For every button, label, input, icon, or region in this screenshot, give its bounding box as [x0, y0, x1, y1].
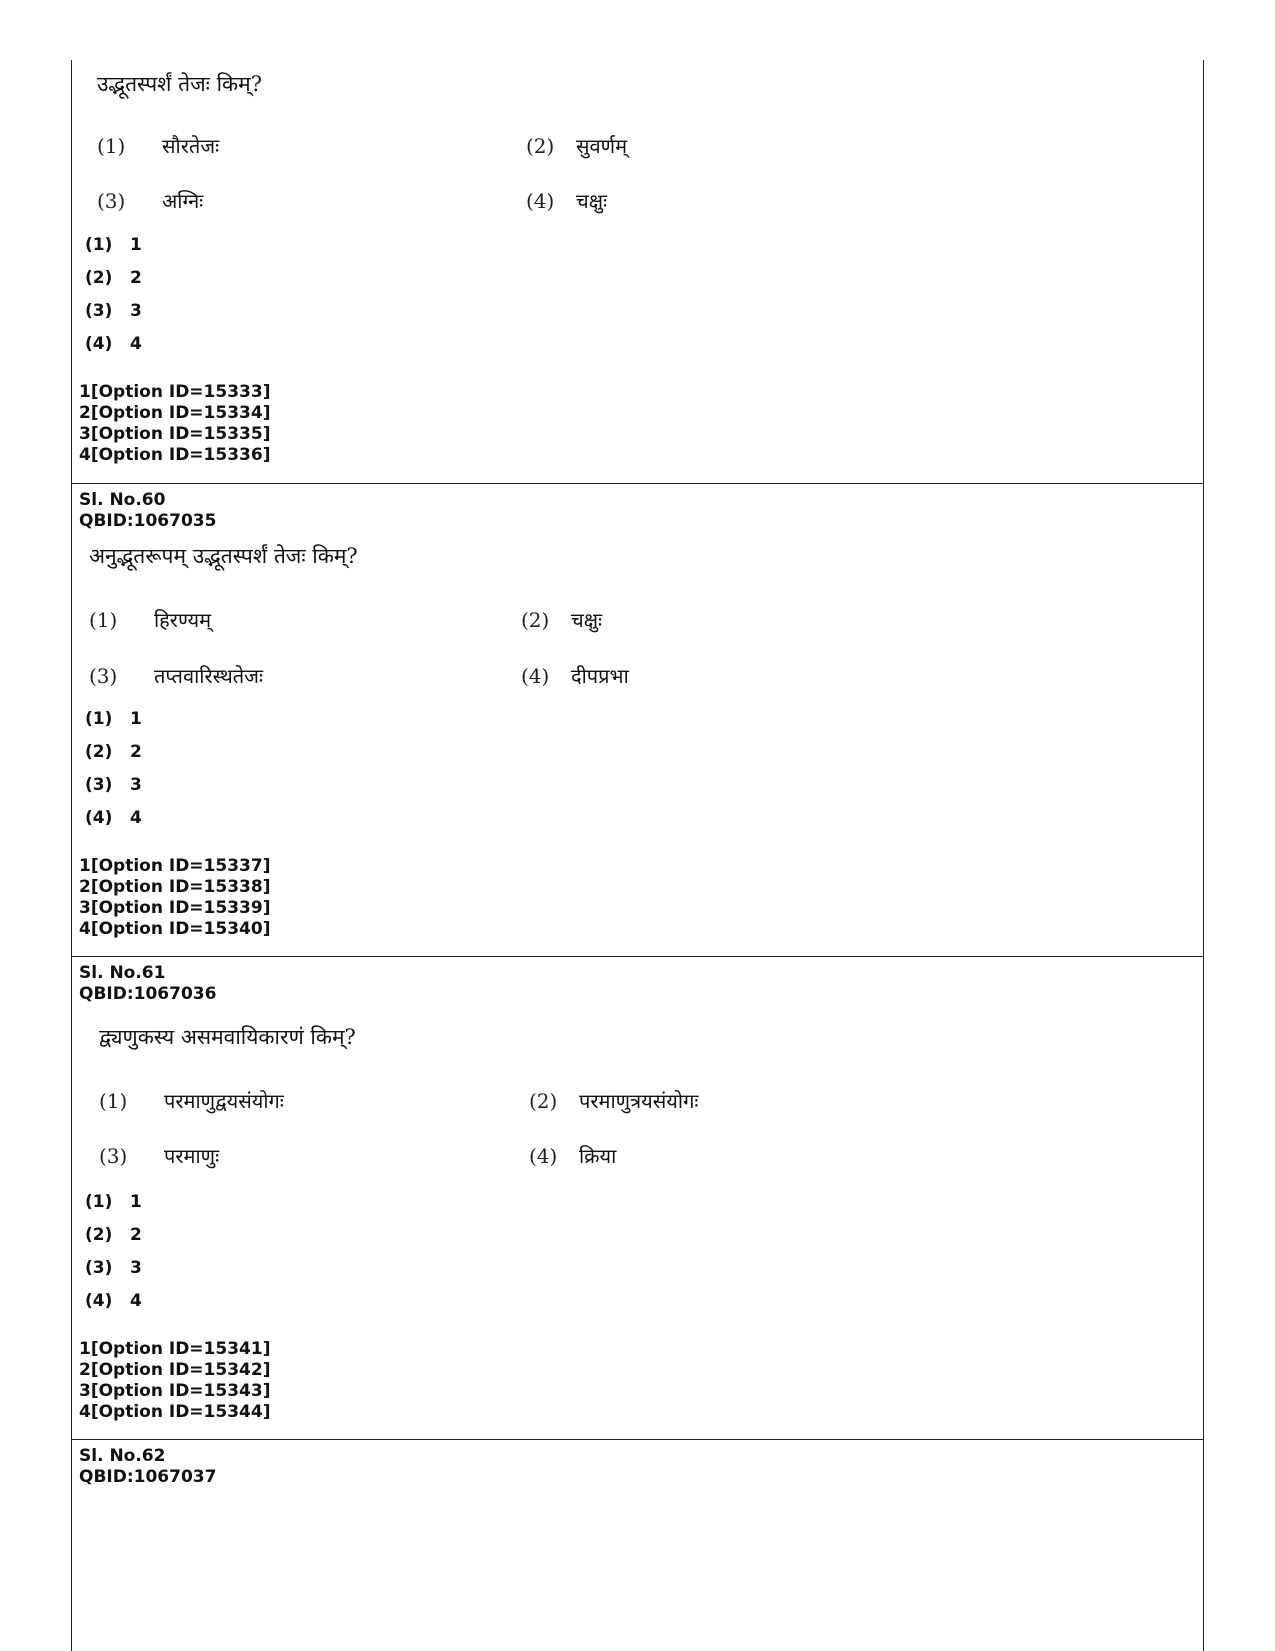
answer-choice-3[interactable] [85, 1258, 142, 1278]
answer-label: (3) [85, 301, 113, 321]
answer-value: 3 [130, 775, 142, 795]
option-text: दीपप्रभा [571, 664, 629, 688]
answer-label: (2) [85, 1225, 113, 1245]
question-text: द्व्यणुकस्य असमवायिकारणं किम्? [99, 1025, 356, 1049]
option-3 [97, 187, 203, 214]
option-number: (4) [526, 189, 555, 213]
answer-choice-3[interactable] [85, 775, 142, 795]
answer-label: (3) [85, 1258, 113, 1278]
option-1 [89, 606, 211, 633]
option-text: परमाणुद्वयसंयोगः [164, 1089, 284, 1113]
option-number: (1) [99, 1089, 128, 1113]
answer-choice-1[interactable] [85, 235, 142, 255]
option-text: अग्निः [162, 189, 204, 213]
option-text: सुवर्णम् [576, 134, 628, 158]
question-text: अनुद्भूतरूपम् उद्भूतस्पर्शं तेजः किम्? [89, 544, 358, 568]
answer-value: 1 [130, 1192, 142, 1212]
option-number: (3) [99, 1144, 128, 1168]
answer-label: (4) [85, 1291, 113, 1311]
question-block-60 [71, 484, 1204, 956]
option-2 [529, 1087, 698, 1114]
answer-choice-2[interactable] [85, 268, 142, 288]
question-block-62 [71, 1440, 1204, 1640]
answer-choice-4[interactable] [85, 1291, 142, 1311]
option-id: 3[Option ID=15343] [79, 1381, 271, 1401]
option-id: 4[Option ID=15336] [79, 445, 271, 465]
option-text: चक्षुः [576, 189, 608, 213]
option-id-list [79, 856, 270, 940]
option-1 [97, 132, 219, 159]
answer-value: 4 [130, 808, 142, 828]
option-3 [99, 1142, 219, 1169]
answer-choice-3[interactable] [85, 301, 142, 321]
answer-value: 3 [130, 301, 142, 321]
answer-choice-4[interactable] [85, 808, 142, 828]
answer-value: 3 [130, 1258, 142, 1278]
answer-choice-4[interactable] [85, 334, 142, 354]
option-text: सौरतेजः [162, 134, 220, 158]
option-text: परमाणुत्रयसंयोगः [579, 1089, 699, 1113]
serial-number: Sl. No.61 [79, 963, 166, 983]
option-2 [521, 606, 602, 633]
option-number: (4) [521, 664, 550, 688]
answer-label: (4) [85, 334, 113, 354]
answer-value: 1 [130, 709, 142, 729]
option-number: (2) [526, 134, 555, 158]
serial-number: Sl. No.60 [79, 490, 166, 510]
answer-label: (1) [85, 1192, 113, 1212]
option-text: क्रिया [579, 1144, 617, 1168]
option-id: 1[Option ID=15341] [79, 1339, 271, 1359]
answer-value: 4 [130, 1291, 142, 1311]
qbid: QBID:1067037 [79, 1467, 217, 1487]
option-text: तप्तवारिस्थतेजः [154, 664, 264, 688]
option-number: (2) [521, 608, 550, 632]
option-number: (4) [529, 1144, 558, 1168]
option-id: 1[Option ID=15333] [79, 382, 271, 402]
qbid: QBID:1067036 [79, 984, 217, 1004]
option-id: 2[Option ID=15342] [79, 1360, 271, 1380]
answer-choice-2[interactable] [85, 1225, 142, 1245]
option-text: हिरण्यम् [154, 608, 212, 632]
option-number: (3) [97, 189, 126, 213]
option-4 [521, 662, 629, 689]
answer-choice-1[interactable] [85, 709, 142, 729]
option-id: 2[Option ID=15334] [79, 403, 271, 423]
answer-value: 1 [130, 235, 142, 255]
question-text: उद्भूतस्पर्शं तेजः किम्? [97, 72, 262, 96]
option-4 [529, 1142, 616, 1169]
question-block-59 [71, 60, 1204, 483]
option-number: (3) [89, 664, 118, 688]
answer-label: (1) [85, 709, 113, 729]
question-block-61 [71, 957, 1204, 1439]
option-3 [89, 662, 263, 689]
option-number: (2) [529, 1089, 558, 1113]
option-text: परमाणुः [164, 1144, 220, 1168]
option-number: (1) [89, 608, 118, 632]
qbid: QBID:1067035 [79, 511, 217, 531]
answer-value: 4 [130, 334, 142, 354]
answer-value: 2 [130, 1225, 142, 1245]
answer-value: 2 [130, 268, 142, 288]
option-id: 1[Option ID=15337] [79, 856, 271, 876]
answer-label: (4) [85, 808, 113, 828]
option-4 [526, 187, 607, 214]
answer-choice-1[interactable] [85, 1192, 142, 1212]
answer-label: (3) [85, 775, 113, 795]
answer-label: (2) [85, 742, 113, 762]
option-2 [526, 132, 627, 159]
answer-label: (1) [85, 235, 113, 255]
option-id: 2[Option ID=15338] [79, 877, 271, 897]
option-id-list [79, 1339, 270, 1423]
option-id: 3[Option ID=15339] [79, 898, 271, 918]
option-id: 4[Option ID=15344] [79, 1402, 271, 1422]
answer-label: (2) [85, 268, 113, 288]
option-id-list [79, 382, 270, 466]
answer-choice-2[interactable] [85, 742, 142, 762]
option-id: 3[Option ID=15335] [79, 424, 271, 444]
option-number: (1) [97, 134, 126, 158]
answer-value: 2 [130, 742, 142, 762]
option-1 [99, 1087, 284, 1114]
serial-number: Sl. No.62 [79, 1446, 166, 1466]
option-text: चक्षुः [571, 608, 603, 632]
option-id: 4[Option ID=15340] [79, 919, 271, 939]
